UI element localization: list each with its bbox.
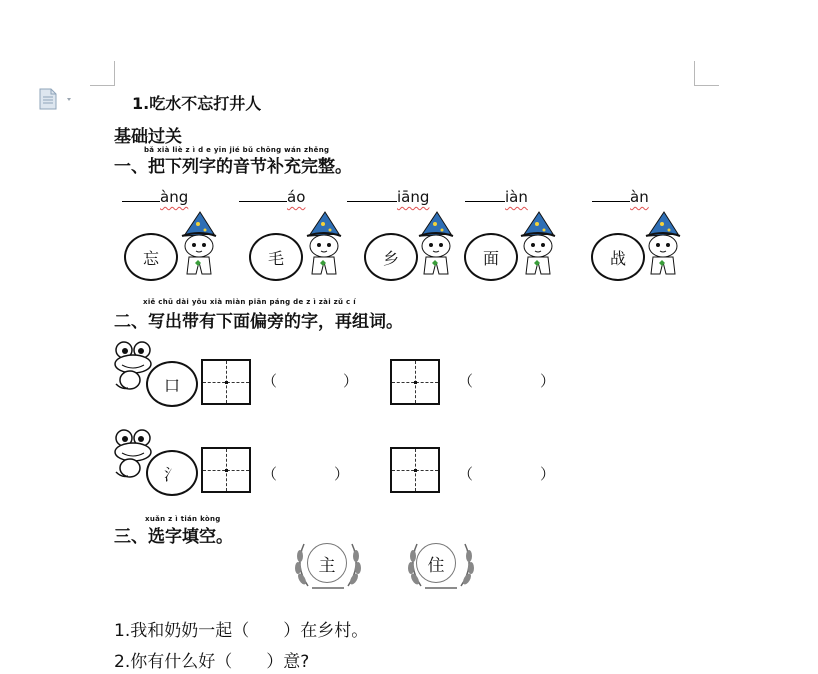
q1-pinyin: bǎ xià liè z ì d e yīn jié bǔ chōng wán zhěng — [144, 146, 330, 154]
q3-sentence-1: 1.我和奶奶一起（ ）在乡村。 — [114, 621, 369, 641]
paren-close: ） — [334, 465, 350, 483]
q3-choice-char: 住 — [416, 543, 456, 583]
document-icon[interactable] — [38, 88, 78, 110]
cat-mascot-icon — [413, 210, 459, 280]
q1-heading: 一、把下列字的音节补充完整。 — [114, 157, 352, 177]
paren-open: （ — [458, 372, 474, 390]
section-basic-heading: 基础过关 — [114, 127, 182, 147]
q1-char-oval: 战 — [591, 233, 645, 281]
paren-close: ） — [540, 372, 556, 390]
q1-blank-2[interactable] — [239, 187, 305, 206]
q1-blank-4[interactable] — [465, 187, 528, 206]
q1-blank-5[interactable] — [592, 187, 649, 206]
q2-heading: 二、写出带有下面偏旁的字，再组词。 — [114, 312, 403, 332]
q1-blank-1[interactable] — [122, 187, 188, 206]
cat-mascot-icon — [515, 210, 561, 280]
page-title: 1.吃水不忘打井人 — [132, 94, 262, 113]
syllable: iàn — [505, 188, 528, 206]
q3-heading: 三、选字填空。 — [114, 527, 233, 547]
page-corner-top-left — [90, 61, 115, 86]
q2-write-grid[interactable] — [390, 447, 440, 493]
q2-radical-oval: 口 — [146, 361, 198, 407]
q3-pinyin: xuǎn z ì tián kòng — [145, 515, 221, 523]
q2-write-grid[interactable] — [201, 359, 251, 405]
q1-char-oval: 毛 — [249, 233, 303, 281]
q1-char-oval: 忘 — [124, 233, 178, 281]
syllable: áo — [287, 188, 306, 206]
paren-close: ） — [540, 465, 556, 483]
q2-write-grid[interactable] — [390, 359, 440, 405]
paren-open: （ — [262, 465, 278, 483]
q2-pinyin: xiě chū dài yǒu xià miàn piān páng de z ì zài zǔ c í — [143, 298, 356, 306]
q3-sentence-2: 2.你有什么好（ ）意? — [114, 652, 310, 672]
q3-choice-char: 主 — [307, 543, 347, 583]
q2-write-grid[interactable] — [201, 447, 251, 493]
q1-char-oval: 面 — [464, 233, 518, 281]
syllable: àng — [160, 188, 189, 206]
paren-open: （ — [458, 465, 474, 483]
q2-radical-oval: 氵 — [146, 450, 198, 496]
q1-char-oval: 乡 — [364, 233, 418, 281]
q1-blank-3[interactable] — [347, 187, 429, 206]
page-corner-top-right — [694, 61, 719, 86]
syllable: iāng — [397, 188, 430, 206]
cat-mascot-icon — [301, 210, 347, 280]
cat-mascot-icon — [176, 210, 222, 280]
syllable: àn — [630, 188, 649, 206]
cat-mascot-icon — [640, 210, 686, 280]
paren-open: （ — [262, 372, 278, 390]
paren-close: ） — [343, 372, 359, 390]
